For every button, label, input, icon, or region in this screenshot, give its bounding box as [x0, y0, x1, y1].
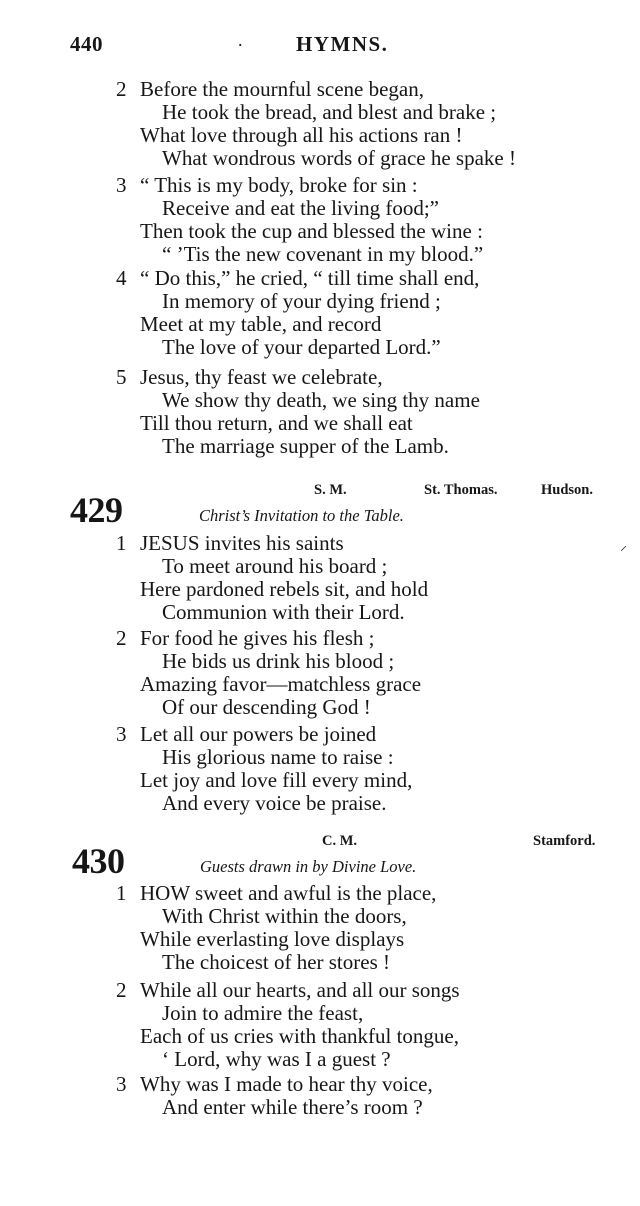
verse-line: The choicest of her stores !	[162, 950, 390, 974]
verse-number: 1	[116, 881, 127, 905]
verse-line: Meet at my table, and record	[140, 312, 382, 336]
verse-line: What love through all his actions ran !	[140, 123, 463, 147]
verse-number: 1	[116, 531, 127, 555]
hymn-meter: S. M.	[314, 482, 347, 498]
verse-number: 3	[116, 722, 127, 746]
verse-line: Why was I made to hear thy voice,	[140, 1072, 433, 1096]
verse-line: Then took the cup and blessed the wine :	[140, 219, 483, 243]
verse	[116, 532, 428, 624]
verse	[116, 366, 480, 458]
hymn-tune: Stamford.	[533, 833, 596, 849]
hymn-composer: Hudson.	[541, 482, 593, 498]
verse-line: Communion with their Lord.	[162, 600, 405, 624]
hymn-subtitle: Guests drawn in by Divine Love.	[200, 857, 417, 876]
verse-line: Amazing favor—matchless grace	[140, 672, 422, 696]
verse	[116, 267, 479, 359]
verse-line: We show thy death, we sing thy name	[162, 388, 480, 412]
verse-line: While all our hearts, and all our songs	[140, 978, 460, 1002]
verse-line: The love of your departed Lord.”	[162, 335, 441, 359]
verse-number: 2	[116, 626, 127, 650]
verse-line: “ Do this,” he cried, “ till time shall end,	[140, 266, 480, 290]
hymn-subtitle: Christ’s Invitation to the Table.	[199, 506, 404, 525]
header-dot: .	[238, 30, 243, 50]
verse-line: With Christ within the doors,	[162, 904, 407, 928]
verse-line: And enter while there’s room ?	[162, 1095, 423, 1119]
verse-line: He bids us drink his blood ;	[162, 649, 395, 673]
verse-line: Here pardoned rebels sit, and hold	[140, 577, 429, 601]
verse-line: To meet around his board ;	[162, 554, 388, 578]
verse-line: Join to admire the feast,	[162, 1001, 364, 1025]
verse-number: 2	[116, 978, 127, 1002]
verse-line: What wondrous words of grace he spake !	[162, 146, 516, 170]
verse-number: 5	[116, 365, 127, 389]
verse-line: The marriage supper of the Lamb.	[162, 434, 449, 458]
verse-number: 3	[116, 173, 127, 197]
hymn-number: 430	[72, 841, 125, 881]
verse-line: Let all our powers be joined	[140, 722, 377, 746]
page-number: 440	[70, 32, 103, 56]
verse-line: Of our descending God !	[162, 695, 371, 719]
verse-line: Let joy and love fill every mind,	[140, 768, 413, 792]
verse-line: For food he gives his flesh ;	[140, 626, 375, 650]
verse-line: HOW sweet and awful is the place,	[140, 881, 437, 905]
verse	[116, 979, 460, 1071]
verse-line: And every voice be praise.	[162, 791, 387, 815]
hymn-tune: St. Thomas.	[424, 482, 498, 498]
verse-number: 2	[116, 77, 127, 101]
verse-line: JESUS invites his saints	[140, 531, 344, 555]
verse-line: He took the bread, and blest and brake ;	[162, 100, 497, 124]
verse	[116, 78, 516, 170]
verse-line: In memory of your dying friend ;	[162, 289, 441, 313]
verse	[116, 174, 483, 266]
margin-mark: ⸝	[620, 539, 627, 554]
verse-line: Receive and eat the living food;”	[162, 196, 439, 220]
verse	[116, 882, 436, 974]
verse-line: While everlasting love displays	[140, 927, 405, 951]
verse-line: His glorious name to raise :	[162, 745, 394, 769]
verse-line: “ ’Tis the new covenant in my blood.”	[162, 242, 484, 266]
verse-number: 3	[116, 1072, 127, 1096]
verse	[116, 1073, 433, 1119]
verse-line: ‘ Lord, why was I a guest ?	[162, 1047, 391, 1071]
verse-number: 4	[116, 266, 127, 290]
hymn-meter: C. M.	[322, 833, 358, 849]
hymn-number: 429	[70, 490, 123, 530]
verse-line: Before the mournful scene began,	[140, 77, 424, 101]
verse-line: Jesus, thy feast we celebrate,	[140, 365, 383, 389]
verse-line: “ This is my body, broke for sin :	[140, 173, 418, 197]
verse-line: Till thou return, and we shall eat	[140, 411, 413, 435]
verse	[116, 723, 412, 815]
verse	[116, 627, 421, 719]
verse-line: Each of us cries with thankful tongue,	[140, 1024, 459, 1048]
running-title: HYMNS.	[296, 32, 389, 56]
